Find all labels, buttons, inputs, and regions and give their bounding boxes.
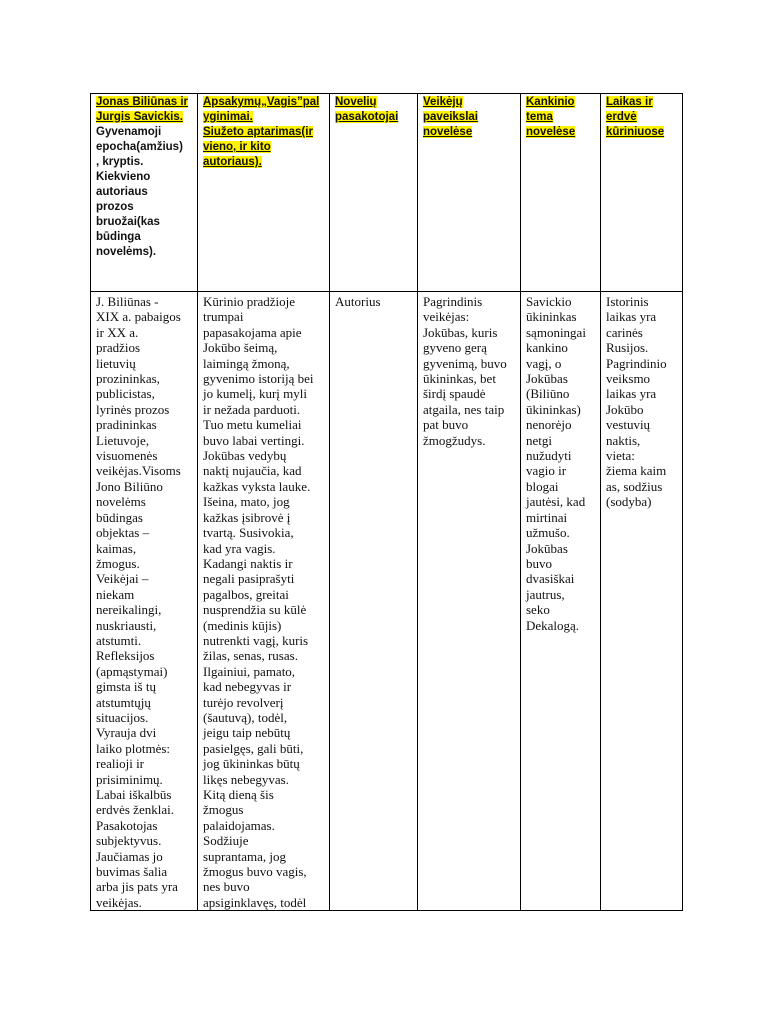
header-line: Jurgis Savickis. [96, 111, 183, 123]
cell-line: arba jis pats yra [96, 879, 178, 895]
cell-line: Jokūbo [606, 401, 644, 417]
cell-line: Refleksijos [96, 648, 155, 664]
cell-line: Jono Biliūno [96, 478, 163, 494]
header-line: Kankinio [526, 96, 575, 108]
cell-line: naktis, [606, 432, 641, 448]
cell-line: atgaila, nes taip [423, 401, 505, 417]
cell-line: kad nebegyvas ir [203, 679, 292, 695]
cell-line: Veikėjai – [96, 571, 149, 587]
cell-line: laikas yra [606, 386, 657, 402]
cell-line: Labai iškalbūs [96, 787, 172, 802]
header-martyr-theme [521, 94, 601, 292]
header-line: , kryptis. [96, 156, 144, 168]
cell-line: Rusijos. [606, 340, 649, 356]
cell-line: novelėms [96, 494, 146, 510]
header-line: pasakotojai [335, 111, 399, 123]
cell-line: jog ūkininkas būtų [203, 756, 300, 772]
cell-line: vestuvių [606, 417, 651, 433]
header-line: kūriniuose [606, 126, 665, 138]
cell-line: mirtinai [526, 509, 568, 525]
cell-line: J. Biliūnas - [96, 294, 159, 309]
header-story-comparison [198, 94, 330, 292]
cell-line: Jaučiamas jo [96, 848, 163, 864]
cell-line: kankino [526, 340, 568, 356]
cell-line: Pagrindinis [423, 294, 483, 309]
cell-line: prisiminimų. [96, 771, 163, 787]
cell-line: pagalbos, greitai [203, 586, 289, 602]
cell-line: veikėjas. [96, 894, 142, 910]
cell-line: as, sodžius [606, 478, 663, 494]
cell-characters [418, 292, 521, 911]
header-line: Laikas ir [606, 96, 653, 108]
cell-line: nereikalingi, [96, 602, 162, 618]
header-line: būdinga [96, 231, 141, 243]
cell-line: publicistas, [96, 386, 155, 402]
cell-line: nužudyti [526, 448, 572, 464]
cell-line: netgi [526, 432, 552, 448]
cell-line: jautrus, [526, 586, 565, 602]
cell-line: Ilgainiui, pamato, [203, 663, 296, 679]
cell-line: (apmąstymai) [96, 663, 168, 679]
cell-line: Kadangi naktis ir [203, 555, 293, 571]
cell-line: pasielgęs, gali būti, [203, 740, 304, 756]
header-line: yginimai. [203, 111, 253, 123]
cell-line: Išeina, mato, jog [203, 494, 290, 510]
cell-line: seko [526, 602, 550, 618]
cell-line: ūkininkas, bet [423, 371, 496, 387]
cell-line: (Biliūno [526, 386, 570, 402]
cell-line: ir XX a. [96, 324, 139, 340]
cell-line: nusprendžia su kūlė [203, 602, 307, 618]
header-characters [418, 94, 521, 292]
header-line: vieno, ir kito [203, 141, 271, 153]
header-line: Jonas Biliūnas ir [96, 96, 189, 108]
cell-line: palaidojamas. [203, 817, 275, 833]
header-line: Kiekvieno [96, 171, 151, 183]
cell-line: Savickio [526, 294, 572, 309]
cell-line: prozininkas, [96, 371, 160, 387]
cell-authors [91, 292, 198, 911]
content-row [91, 292, 683, 911]
header-narrators [330, 94, 418, 292]
cell-line: carinės [606, 324, 643, 340]
cell-line: laikas yra [606, 309, 657, 325]
cell-line: sąmoningai [526, 324, 586, 340]
cell-line: subjektyvus. [96, 833, 162, 849]
cell-line: jo kumelį, kurį myli [203, 386, 307, 402]
cell-line: XIX a. pabaigos [96, 309, 181, 325]
cell-line: pradžios [96, 340, 141, 356]
cell-line: kaimas, [96, 540, 137, 556]
cell-martyr-theme [521, 292, 601, 911]
header-line: Siužeto aptarimas(ir [203, 126, 313, 138]
cell-line: pat buvo [423, 417, 469, 433]
cell-line: erdvės ženklai. [96, 802, 174, 818]
cell-line: nenorėjo [526, 417, 572, 433]
cell-line: veikėjas: [423, 309, 470, 325]
cell-line: gyveno gerą [423, 340, 487, 356]
cell-line: apsiginklavęs, todėl [203, 894, 307, 910]
cell-line: žmogus buvo vagis, [203, 864, 307, 880]
header-line: novelėse [423, 126, 473, 138]
header-line: epocha(amžius) [96, 141, 183, 153]
cell-line: trumpai [203, 309, 244, 325]
cell-line: situacijos. [96, 709, 149, 725]
cell-line: kad yra vagis. [203, 540, 276, 556]
header-line: tema [526, 111, 553, 123]
cell-line: Pagrindinio [606, 355, 667, 371]
cell-line: naktį nujaučia, kad [203, 463, 302, 479]
cell-time-space [601, 292, 683, 911]
cell-line: Tuo metu kumeliai [203, 417, 302, 433]
cell-line: buvo labai vertingi. [203, 432, 305, 448]
cell-line: nutrenkti vagį, kuris [203, 632, 309, 648]
cell-line: atstumti. [96, 632, 142, 648]
header-line: erdvė [606, 111, 637, 123]
header-line: novelėms). [96, 246, 157, 258]
cell-line: suprantama, jog [203, 848, 287, 864]
cell-line: Istorinis [606, 294, 649, 309]
cell-line: širdį spaudė [423, 386, 486, 402]
cell-line: laimingą žmoną, [203, 355, 290, 371]
cell-line: žilas, senas, rusas. [203, 648, 298, 664]
cell-line: jautėsi, kad [526, 494, 586, 510]
header-time-space [601, 94, 683, 292]
cell-line: tvartą. Susivokia, [203, 525, 294, 541]
cell-line: veikėjas.Visoms [96, 463, 181, 479]
cell-line: jeigu taip nebūtų [203, 725, 291, 741]
cell-line: ūkininkas) [526, 401, 581, 417]
cell-line: Lietuvoje, [96, 432, 150, 448]
cell-line: niekam [96, 586, 135, 602]
cell-line: Kitą dieną šis [203, 787, 274, 802]
novel-comparison-table [90, 93, 683, 911]
cell-line: lyrinės prozos [96, 401, 170, 417]
header-line: Veikėjų [423, 96, 463, 108]
cell-line: Vyrauja dvi [96, 725, 157, 741]
cell-line: ir nežada parduoti. [203, 401, 301, 417]
cell-line: lietuvių [96, 355, 136, 371]
cell-line: veiksmo [606, 371, 651, 387]
cell-line: buvimas šalia [96, 864, 168, 880]
header-line: Apsakymų„Vagis”pal [203, 96, 320, 108]
cell-story-comparison [198, 292, 330, 911]
cell-line: blogai [526, 478, 559, 494]
cell-line: atstumtųjų [96, 694, 151, 710]
cell-line: Jokūbas [526, 540, 568, 556]
cell-line: vagio ir [526, 463, 567, 479]
cell-line: dvasiškai [526, 571, 575, 587]
cell-line: Kūrinio pradžioje [203, 294, 296, 309]
header-line: autoriaus). [203, 156, 262, 168]
cell-line: gimsta iš tų [96, 679, 156, 695]
cell-line: papasakojama apie [203, 324, 302, 340]
header-line: bruožai(kas [96, 216, 160, 228]
cell-line: ūkininkas [526, 309, 577, 325]
cell-line: Jokūbas, kuris [423, 324, 498, 340]
cell-line: gyvenimo istoriją bei [203, 371, 314, 387]
cell-line: būdingas [96, 509, 143, 525]
cell-line: (medinis kūjis) [203, 617, 282, 633]
cell-line: (šautuvą), todėl, [203, 709, 288, 725]
header-line: autoriaus [96, 186, 148, 198]
cell-line: visuomenės [96, 448, 158, 464]
cell-line: Dekalogą. [526, 617, 580, 633]
cell-line: žmogžudys. [423, 432, 486, 448]
header-line: paveikslai [423, 111, 478, 123]
cell-line: nuskriausti, [96, 617, 157, 633]
cell-line: realioji ir [96, 756, 145, 772]
cell-line: laiko plotmės: [96, 740, 171, 756]
header-row [91, 94, 683, 292]
header-line: prozos [96, 201, 134, 213]
cell-line: negali pasiprašyti [203, 571, 295, 587]
cell-line: kažkas įsibrovė į [203, 509, 291, 525]
cell-line: Autorius [335, 294, 381, 309]
cell-line: kažkas vyksta lauke. [203, 478, 311, 494]
cell-line: gyvenimą, buvo [423, 355, 507, 371]
cell-line: buvo [526, 555, 552, 571]
header-authors [91, 94, 198, 292]
cell-line: nes buvo [203, 879, 250, 895]
header-line: Novelių [335, 96, 377, 108]
header-line: Gyvenamoji [96, 126, 162, 138]
cell-line: žmogus. [96, 555, 140, 571]
cell-line: Jokūbo šeimą, [203, 340, 278, 356]
cell-line: vagį, o [526, 355, 562, 371]
cell-line: žmogus [203, 802, 244, 818]
cell-line: vieta: [606, 448, 635, 464]
cell-line: Sodžiuje [203, 833, 249, 849]
cell-line: Jokūbas vedybų [203, 448, 287, 464]
cell-line: užmušo. [526, 525, 570, 541]
cell-narrators [330, 292, 418, 911]
cell-line: Jokūbas [526, 371, 568, 387]
header-line: novelėse [526, 126, 576, 138]
cell-line: objektas – [96, 525, 150, 541]
cell-line: Pasakotojas [96, 817, 158, 833]
cell-line: likęs nebegyvas. [203, 771, 289, 787]
cell-line: žiema kaim [606, 463, 667, 479]
cell-line: pradininkas [96, 417, 157, 433]
cell-line: turėjo revolverį [203, 694, 284, 710]
cell-line: (sodyba) [606, 494, 652, 510]
